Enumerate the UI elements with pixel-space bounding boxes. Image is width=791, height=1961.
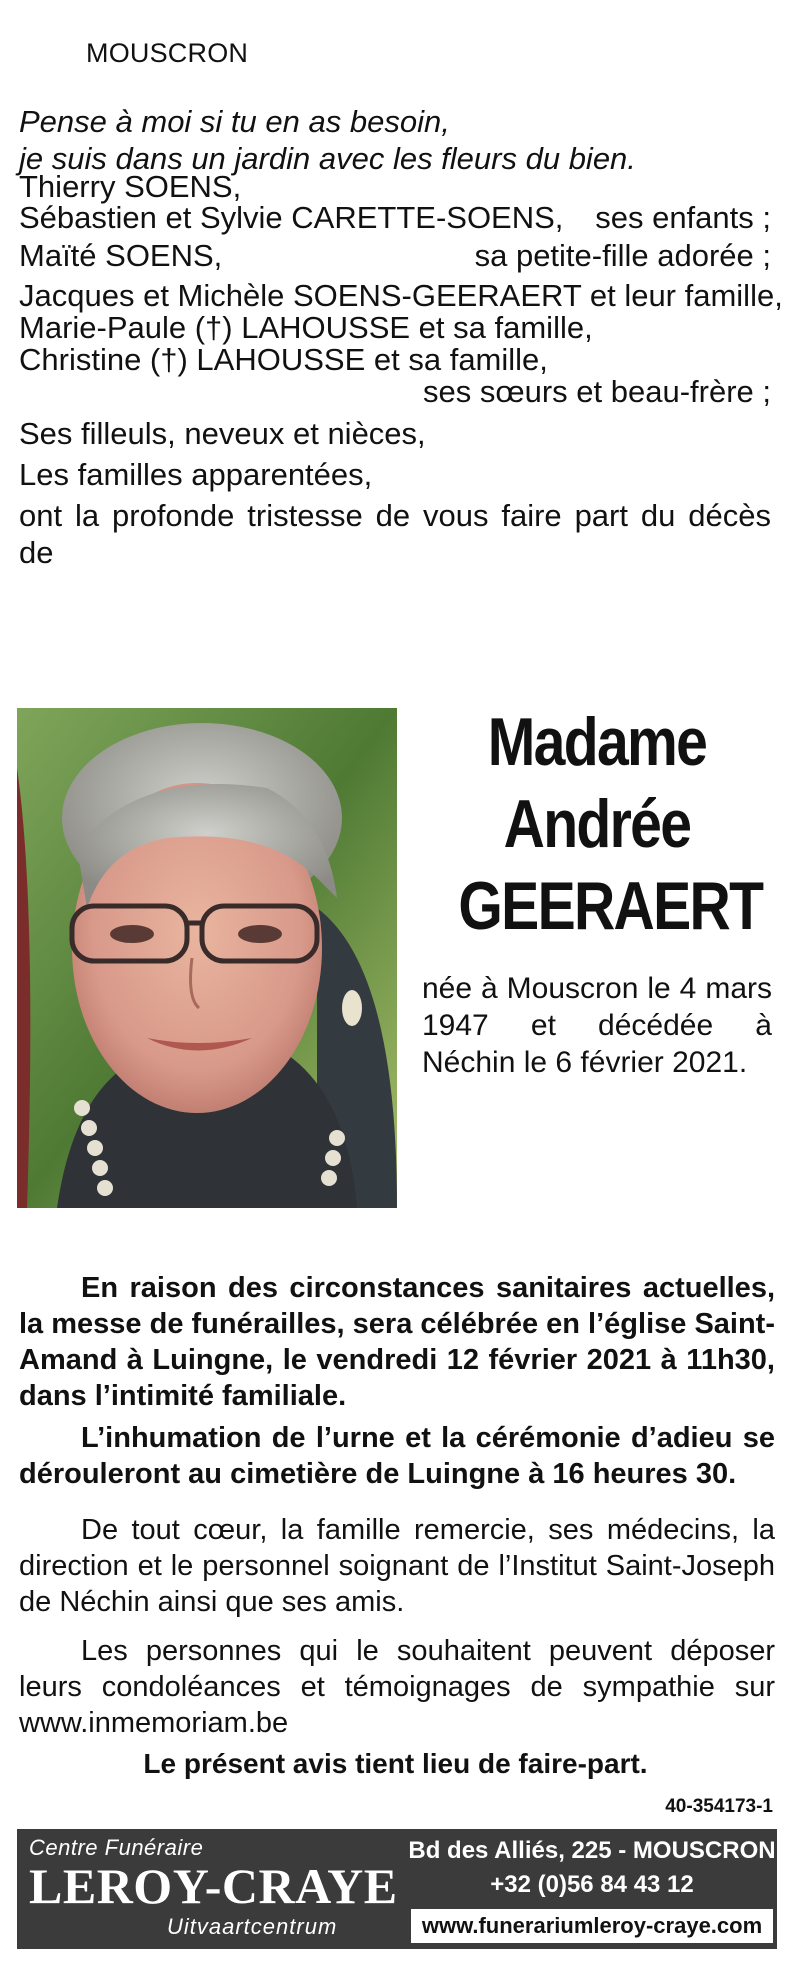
- funeral-home-logo: [17, 1829, 407, 1949]
- paragraph-condolences: Les personnes qui le souhaitent peuvent déposer leurs condoléances et témoignages de sympathie sur www.inmemoriam.be: [19, 1635, 775, 1739]
- contact-phone: +32 (0)56 84 43 12: [490, 1871, 694, 1898]
- paragraph-burial: L’inhumation de l’urne et la cérémonie d’adieu se dérouleront au cimetière de Luingne à 16 heures 30.: [19, 1422, 775, 1490]
- portrait-image-icon: [17, 708, 397, 1208]
- family-line-jacques: Jacques et Michèle SOENS-GEERAERT et leur famille,: [19, 278, 783, 313]
- deceased-title: Madame: [487, 704, 707, 780]
- logo-top-text: Centre Funéraire: [29, 1835, 204, 1860]
- family-line-tristesse: ont la profonde tristesse de vous faire part du décès de: [19, 498, 771, 570]
- family-line-familles: Les familles apparentées,: [19, 457, 373, 492]
- relation-petite-fille: sa petite-fille adorée ;: [474, 238, 771, 273]
- poem-line-1: Pense à moi si tu en as besoin,: [19, 104, 450, 139]
- family-line-marie-paule: Marie-Paule (†) LAHOUSSE et sa famille,: [19, 310, 593, 345]
- birth-death-info: née à Mouscron le 4 mars 1947 et décédée à Néchin le 6 février 2021.: [422, 972, 772, 1079]
- reference-number: 40-354173-1: [665, 1796, 773, 1817]
- logo-subtitle: Uitvaartcentrum: [167, 1914, 338, 1939]
- family-line-sebastien: [19, 199, 771, 236]
- relation-enfants: ses enfants ;: [595, 200, 771, 235]
- funeral-home-contact: [407, 1829, 777, 1949]
- funeral-home-banner: [17, 1829, 777, 1949]
- poem: [19, 103, 779, 177]
- relation-soeurs: ses sœurs et beau-frère ;: [422, 374, 771, 409]
- paragraph-funeral: En raison des circonstances sanitaires actuelles, la messe de funérailles, sera célébrée en l’église Saint-Amand à Luingne, le vendredi 12 février 2021 à 11h30, dans l’intimité familiale.: [19, 1272, 775, 1412]
- deceased-last-name: GEERAERT: [458, 868, 763, 944]
- family-line-christine: Christine (†) LAHOUSSE et sa famille,: [19, 342, 548, 377]
- paragraph-thanks: De tout cœur, la famille remercie, ses médecins, la direction et le personnel soignant de l’Institut Saint-Joseph de Néchin ainsi que ses amis.: [19, 1514, 775, 1618]
- contact-address: Bd des Alliés, 225 - MOUSCRON: [408, 1837, 776, 1864]
- notice-text: Le présent avis tient lieu de faire-part.: [143, 1748, 648, 1779]
- city-heading: MOUSCRON: [86, 38, 249, 68]
- family-line-thierry: Thierry SOENS,: [19, 169, 242, 204]
- poem-line-2: je suis dans un jardin avec les fleurs du bien.: [19, 141, 636, 176]
- family-name-maite: Maïté SOENS,: [19, 238, 223, 273]
- family-line-maite: [19, 237, 771, 274]
- logo-brand: LEROY-CRAYE: [29, 1858, 398, 1914]
- contact-website-link[interactable]: www.funerariumleroy-craye.com: [411, 1909, 773, 1943]
- family-line-filleuls: Ses filleuls, neveux et nièces,: [19, 416, 426, 451]
- deceased-first-name: Andrée: [503, 786, 691, 862]
- family-name-sebastien: Sébastien et Sylvie CARETTE-SOENS,: [19, 200, 564, 235]
- portrait-photo: [17, 708, 397, 1208]
